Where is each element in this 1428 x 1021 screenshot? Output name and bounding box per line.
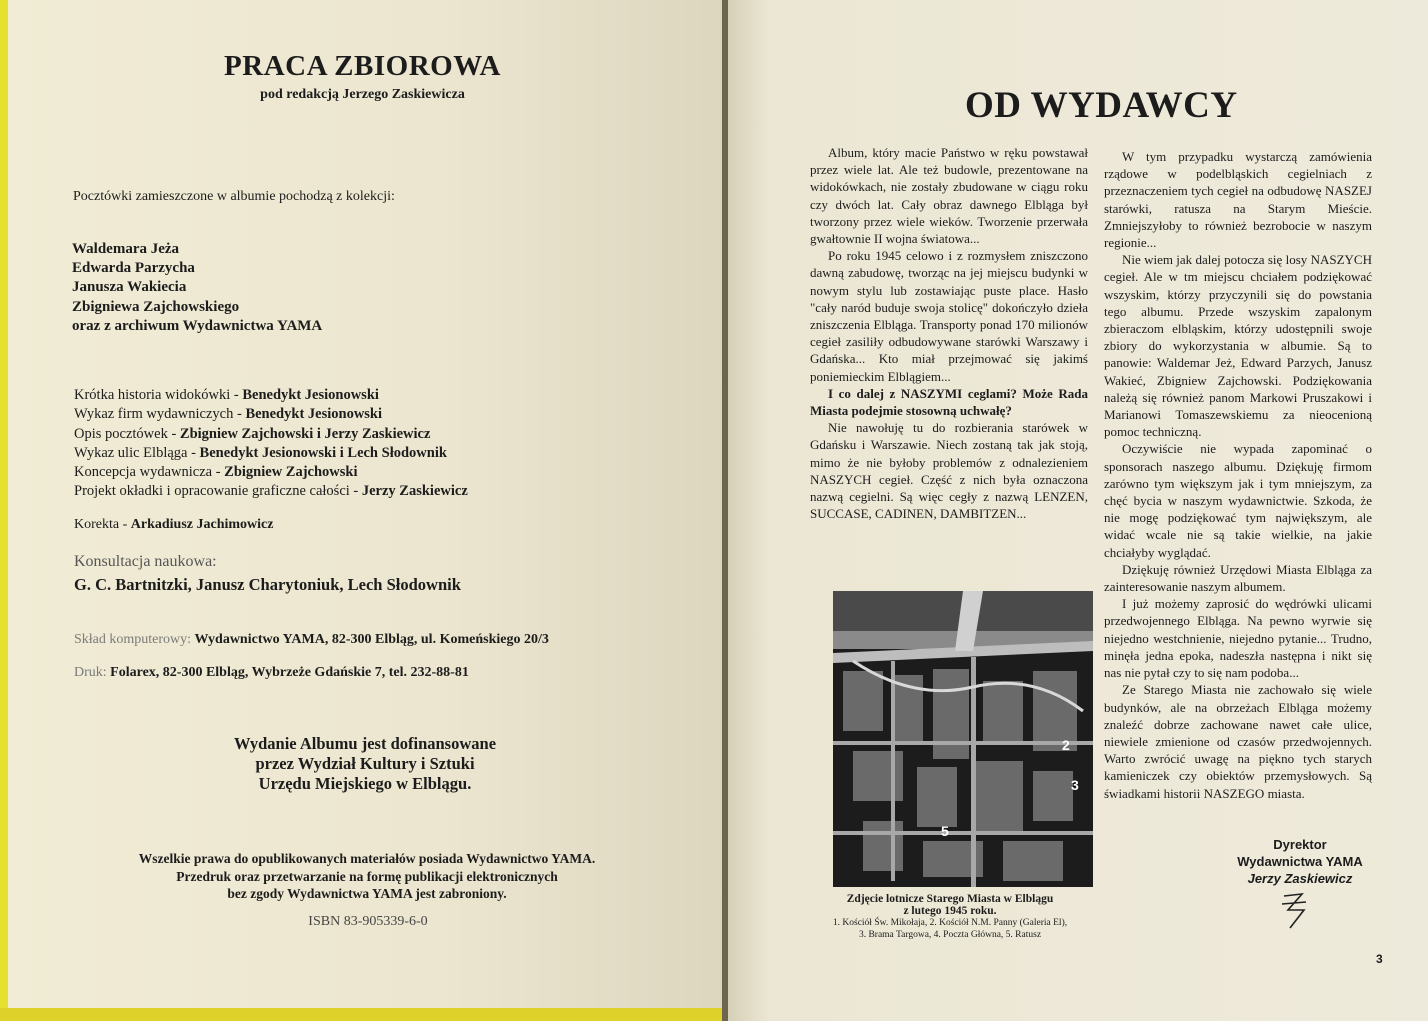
funding-note: Wydanie Albumu jest dofinansowane przez Wydział Kultury i Sztuki Urzędu Miejskiego w Elblągu.: [233, 734, 497, 793]
paragraph: Oczywiście nie wypada zapominać o sponsorach naszego albumu. Dziękuję firmom zarówno tym większym jak i tym mniejszym, za chęć bycia w naszym wydawnictwie. Szkoda, że nie mogę podziękować tym największym, ale widać wcale nie są takie wielkie, na jakie chciałyby wyglądać.: [1104, 441, 1372, 560]
paragraph: Ze Starego Miasta nie zachowało się wiele budynków, ale na obrzeżach Elbląga możemy znaleźć dobrze zachowane nawet całe ulice, niewiele zmienione od czasów przedwojennych. Warto zwrócić uwagę na piękno tych starych kamieniczek czy obiektów przemysłowych. Są świadkami historii NASZEGO miasta.: [1104, 682, 1372, 801]
collector: Zbigniewa Zajchowskiego: [72, 298, 240, 315]
korekta-line: Korekta - Arkadiusz Jachimowicz: [74, 517, 274, 532]
rights-note: Wszelkie prawa do opublikowanych materiałów posiada Wydawnictwo YAMA. Przedruk oraz przetwarzanie na formę publikacji elektronicznych bez zgody Wydawnictwa YAMA jest zabroniony.: [138, 851, 596, 901]
credit-line: Wykaz firm wydawniczych - Benedykt Jesionowski: [74, 406, 383, 423]
left-title: PRACA ZBIOROWA: [224, 50, 501, 82]
credit-line: Projekt okładki i opracowanie graficzne całości - Jerzy Zaskiewicz: [74, 483, 468, 500]
photo-marker: 3: [1071, 777, 1079, 793]
credits-list: [74, 386, 468, 502]
paragraph: Dziękuję również Urzędowi Miasta Elbląga za zainteresowanie naszym albumem.: [1104, 561, 1372, 595]
book-edge-bottom: [0, 1008, 725, 1021]
photo-marker: 5: [941, 823, 949, 839]
photo-marker: 2: [1062, 737, 1070, 753]
paragraph: W tym przypadku wystarczą zamówienia rządowe w podelbląskich cegielniach z przeznaczeniem tych cegieł na odbudowę NASZEJ starówki, ratusza na Starym Mieście. Zmniejszyłoby to również bezrobocie w naszym regionie...: [1104, 149, 1372, 251]
aerial-photo: [833, 591, 1093, 887]
druk-line: Druk: Folarex, 82-300 Elbląg, Wybrzeże Gdańskie 7, tel. 232-88-81: [74, 665, 469, 680]
collectors-list: [72, 240, 322, 336]
konsultacja-label: Konsultacja naukowa:: [74, 553, 217, 570]
page-number: 3: [1376, 952, 1383, 966]
collector: Waldemara Jeża: [72, 241, 180, 257]
right-title: OD WYDAWCY: [965, 85, 1238, 126]
credit-line: Wykaz ulic Elbląga - Benedykt Jesionowski i Lech Słodownik: [74, 444, 447, 461]
collector: Janusza Wakiecia: [72, 279, 187, 296]
article-column-2: [1104, 148, 1372, 802]
left-subtitle: pod redakcją Jerzego Zaskiewicza: [260, 87, 465, 102]
paragraph: Album, który macie Państwo w ręku powstawał przez wiele lat. Ale też budowle, prezentowane na widokówkach, nie zostały zbudowane w ciągu roku czy dwóch lat. Cały obraz dawnego Elbląga był tworzony przez wiele wieków. Tworzenie przerwała gwałtownie II wojna światowa...: [810, 145, 1088, 247]
paragraph: I co dalej z NASZYMI ceglami? Może Rada Miasta podejmie stosowną uchwałę?: [810, 385, 1088, 419]
credit-line: Krótka historia widokówki - Benedykt Jesionowski: [74, 387, 379, 403]
photo-caption: Zdjęcie lotnicze Starego Miasta w Elblągu z lutego 1945 roku. 1. Kościół Św. Mikołaja, 2. Kościół N.M. Panny (Galeria El), 3. Brama Targowa, 4. Poczta Główna, 5. Ratusz: [832, 893, 1068, 940]
collector: Edwarda Parzycha: [72, 260, 195, 277]
konsultacja-names: G. C. Bartnitzki, Janusz Charytoniuk, Lech Słodownik: [74, 575, 461, 594]
credit-line: Opis pocztówek - Zbigniew Zajchowski i Jerzy Zaskiewicz: [74, 425, 431, 442]
paragraph: I już możemy zaprosić do wędrówki ulicami przedwojennego Elbląga. Na pewno wyrwie się niejedno westchnienie, niejedno pytanie... Trudno, minęła jedna epoka, nadeszła następna i nikt się nas nie pytał czy to się nam podoba...: [1104, 596, 1372, 681]
collections-intro: Pocztówki zamieszczone w albumie pochodzą z kolekcji:: [73, 189, 395, 204]
credit-line: Koncepcja wydawnicza - Zbigniew Zajchowski: [74, 464, 358, 481]
collector: oraz z archiwum Wydawnictwa YAMA: [72, 317, 323, 334]
paragraph: Nie nawołuję tu do rozbierania starówek w Gdańsku i Warszawie. Niech zostaną tak jak stoją, mimo że nie byłoby problemów z odnalezieniem NASZYCH cegieł. Część z nich była oznaczona nazwą cegielni. Są więc cegły z nazwą LENZEN, SUCCASE, CADINEN, DAMBITZEN...: [810, 420, 1088, 522]
handwritten-signature: [1276, 888, 1316, 939]
sklad-line: Skład komputerowy: Wydawnictwo YAMA, 82-300 Elbląg, ul. Komeńskiego 20/3: [74, 632, 549, 647]
paragraph: Po roku 1945 celowo i z rozmysłem zniszczono dawną zabudowę, tworząc na jej miejscu budynki w nowym stylu lub zostawiając puste place. Hasło "cały naród buduje swoja stolicę" dokończyło dzieła zniszczenia Elbląga. Transporty ponad 170 milionów cegieł zasiliły odbudowywane starówki Warszawy i Gdańska... Kto miał przejmować się jakimś poniemieckim Elblągiem...: [810, 248, 1088, 384]
paragraph: Nie wiem jak dalej potocza się losy NASZYCH cegieł. Ale w tm miejscu chciałem podziękować wszyskim, którzy przyczynili się do powstania tego albumu. Przede wszyskim zapalonym zbieraczom elbląskim, którzy udostępnili swoje zbiory do wykorzystania w albumie. Są to panowie: Waldemar Jeż, Edward Parzych, Janusz Wakieć, Zbigniew Zajchowski. Podziękowania należą się również panom Markowi Pruszakowi i Marianowi Tomaszewskiemu za nieocenioną pomoc techniczną.: [1104, 252, 1372, 440]
isbn: ISBN 83-905339-6-0: [308, 914, 428, 929]
signature-block: Dyrektor Wydawnictwa YAMA Jerzy Zaskiewicz: [1237, 837, 1363, 886]
article-column-1: [810, 144, 1088, 522]
